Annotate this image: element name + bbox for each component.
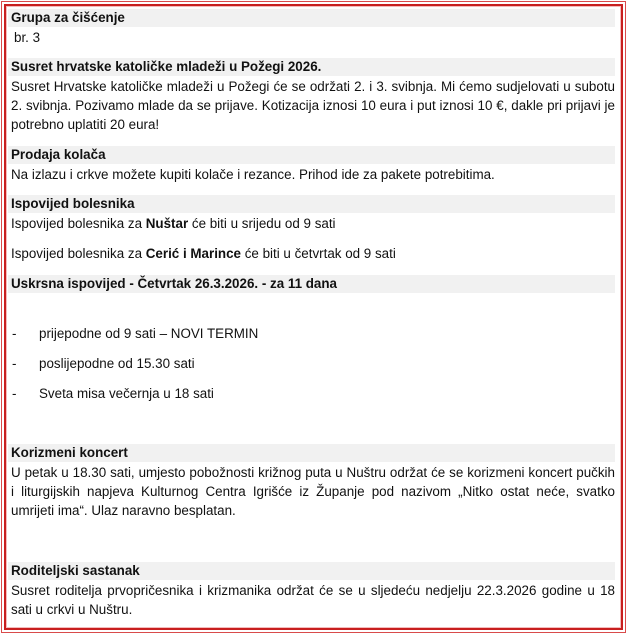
list-item-text: poslijepodne od 15.30 sati <box>39 356 195 371</box>
youth-body: Susret Hrvatske katoličke mladeži u Požegi će se održati 2. i 3. svibnja. Mi ćemo sudjelovati u subotu 2. svibnja. Pozivamo mlade da se prijave. Kotizacija iznosi 10 eura i put iznosi 10 €, dakle pri prijavi je potrebno uplatiti 20 eura! <box>11 79 615 132</box>
parents-meeting-heading: Roditeljski sastanak <box>8 562 615 580</box>
cakes-body: Na izlazu i crkve možete kupiti kolače i rezance. Prihod ide za pakete potrebitima. <box>11 167 495 182</box>
sick-confession-heading: Ispovijed bolesnika <box>8 195 615 213</box>
list-item <box>0 384 627 403</box>
sick-line1-pre: Ispovijed bolesnika za <box>11 216 146 231</box>
list-item-text: prijepodne od 9 sati – NOVI TERMIN <box>39 326 259 341</box>
sick-line2-post: će biti u četvrtak od 9 sati <box>241 246 396 261</box>
list-dash: - <box>12 356 17 371</box>
sick-confession-line-nustar <box>11 214 615 233</box>
list-dash: - <box>12 326 17 341</box>
cleaning-heading: Grupa za čišćenje <box>8 9 615 27</box>
sick-line1-place: Nuštar <box>145 216 189 231</box>
easter-confession-heading: Uskrsna ispovijed - Četvrtak 26.3.2026. - za 11 dana <box>8 275 615 293</box>
list-item-text: Sveta misa večernja u 18 sati <box>39 386 214 401</box>
list-item <box>0 354 627 373</box>
list-dash: - <box>12 386 17 401</box>
sick-line2-place: Cerić i Marince <box>145 246 241 261</box>
cleaning-body: br. 3 <box>14 30 41 45</box>
list-item <box>0 324 627 343</box>
cakes-heading: Prodaja kolača <box>8 146 615 164</box>
parents-meeting-body: Susret roditelja prvopričesnika i krizmanika održat će se u sljedeću nedjelju 22.3.2026 godine u 18 sati u crkvi u Nuštru. <box>11 583 615 617</box>
youth-heading: Susret hrvatske katoličke mladeži u Požegi 2026. <box>8 58 615 76</box>
sick-line1-post: će biti u srijedu od 9 sati <box>188 216 336 231</box>
concert-heading: Korizmeni koncert <box>8 444 615 462</box>
concert-body: U petak u 18.30 sati, umjesto pobožnosti križnog puta u Nuštru održat će se korizmeni koncert pučkih i liturgijskih napjeva Kulturnog Centra Igrišće iz Županje pod nazivom „Nitko ostat neće, svatko umrijeti ima“. Ulaz naravno besplatan. <box>11 465 615 518</box>
sick-line2-pre: Ispovijed bolesnika za <box>11 246 146 261</box>
sick-confession-line-ceric <box>11 244 615 263</box>
